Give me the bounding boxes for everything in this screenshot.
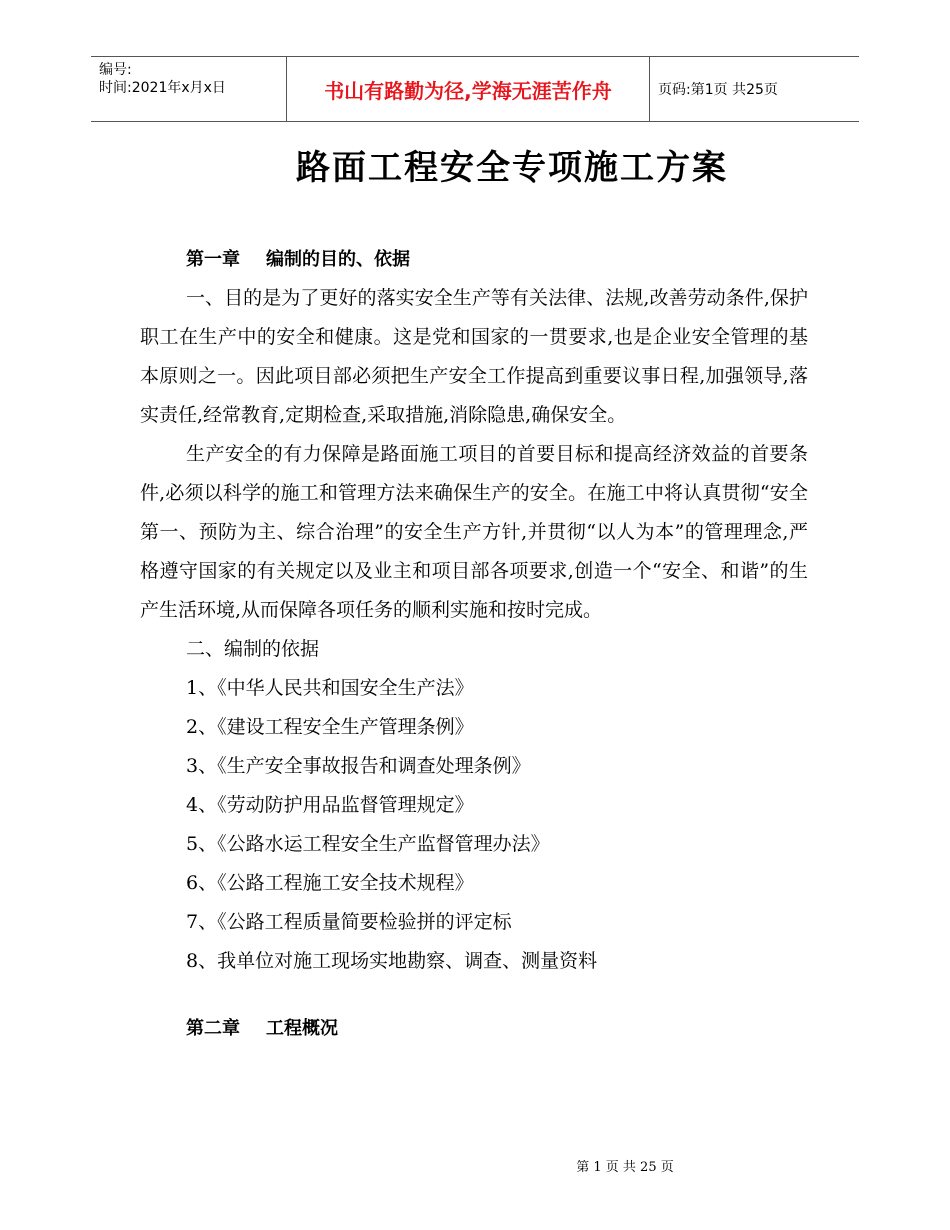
basis-item: 5、《公路水运工程安全生产监督管理办法》 — [186, 833, 550, 855]
header-meta — [91, 57, 286, 121]
chapter-1-heading — [140, 240, 808, 279]
chapter-1-title: 编制的目的、依据 — [266, 249, 410, 270]
basis-item: 8、我单位对施工现场实地勘察、调查、测量资料 — [186, 950, 598, 972]
basis-item: 4、《劳动防护用品监督管理规定》 — [186, 794, 474, 816]
chapter-2-heading — [140, 1009, 808, 1048]
document-title: 路面工程安全专项施工方案 — [296, 148, 728, 188]
chapter-1-number: 第一章 — [186, 249, 240, 270]
basis-item: 6、《公路工程施工安全技术规程》 — [186, 872, 474, 894]
basis-item: 2、《建设工程安全生产管理条例》 — [186, 716, 474, 738]
document-header — [91, 56, 859, 122]
chapter-2-number: 第二章 — [186, 1018, 240, 1039]
document-body — [140, 240, 808, 1048]
document-time-label: 时间:2021年x月x日 — [99, 80, 226, 96]
paragraph: 生产安全的有力保障是路面施工项目的首要目标和提高经济效益的首要条件,必须以科学的施工和管理方法来确保生产的安全。在施工中将认真贯彻“安全第一、预防为主、综合治理”的安全生产方针,并贯彻“以人为本”的管理理念,严格遵守国家的有关规定以及业主和项目部各项要求,创造一个“安全、和谐”的生产生活环境,从而保障各项任务的顺利实施和按时完成。 — [140, 443, 808, 621]
document-number-label: 编号: — [99, 62, 132, 78]
page-footer: 第 1 页 共 25 页 — [576, 1160, 674, 1175]
chapter-2-title: 工程概况 — [266, 1018, 338, 1039]
basis-item: 1、《中华人民共和国安全生产法》 — [186, 677, 474, 699]
basis-item: 7、《公路工程质量简要检验拼的评定标 — [186, 911, 512, 933]
header-motto: 书山有路勤为径,学海无涯苦作舟 — [286, 57, 650, 121]
basis-item: 3、《生产安全事故报告和调查处理条例》 — [186, 755, 531, 777]
header-page-label: 页码:第1页 共25页 — [658, 82, 778, 98]
paragraph: 一、目的是为了更好的落实安全生产等有关法律、法规,改善劳动条件,保护职工在生产中的安全和健康。这是党和国家的一贯要求,也是企业安全管理的基本原则之一。因此项目部必须把生产安全工作提高到重要议事日程,加强领导,落实责任,经常教育,定期检查,采取措施,消除隐患,确保安全。 — [140, 287, 808, 426]
basis-heading: 二、编制的依据 — [186, 638, 320, 660]
